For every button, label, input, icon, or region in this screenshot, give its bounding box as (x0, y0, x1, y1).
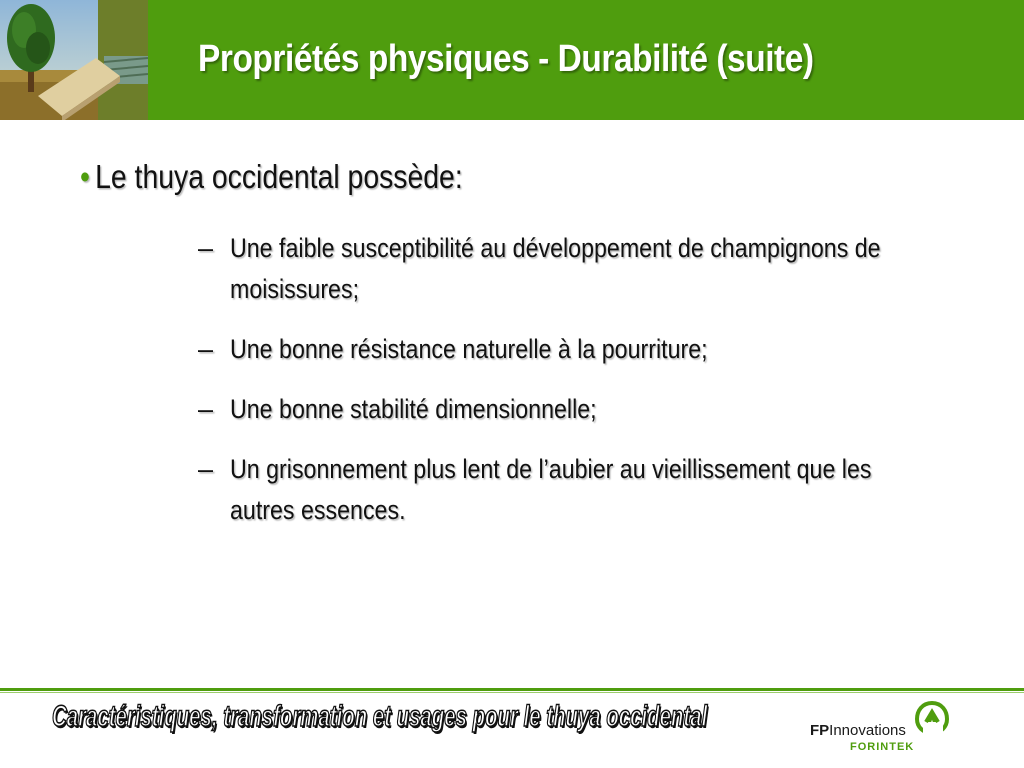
list-item (198, 329, 998, 370)
dash-icon: – (198, 394, 214, 424)
main-bullet (80, 158, 463, 196)
dash-icon: – (198, 454, 214, 484)
dash-icon: – (198, 334, 214, 364)
dash-icon: – (198, 233, 214, 263)
bullet-dot-icon: • (80, 158, 90, 195)
list-item (198, 228, 998, 310)
footer-divider (0, 688, 1024, 691)
list-item-text: Un grisonnement plus lent de l’aubier au vieillissement que les autres essences. (230, 454, 872, 525)
logo-forintek: FORINTEK (850, 741, 915, 753)
sub-bullet-list (198, 228, 998, 550)
list-item (198, 449, 998, 531)
list-item-text: Une bonne résistance naturelle à la pourriture; (230, 334, 708, 364)
logo-wordmark: FPInnovations (810, 722, 906, 739)
page-title: Propriétés physiques - Durabilité (suite) (198, 38, 814, 80)
tree-photo (0, 0, 148, 120)
footer-caption: Caractéristiques, transformation et usages pour le thuya occidental (52, 700, 708, 733)
main-bullet-text: Le thuya occidental possède: (95, 158, 463, 195)
fpinnovations-leaf-icon (914, 700, 950, 736)
list-item-text: Une faible susceptibilité au développement de champignons de moisissures; (230, 233, 881, 304)
fpinnovations-logo (810, 700, 960, 760)
header-band (0, 0, 1024, 120)
footer-divider-light (0, 692, 1024, 693)
list-item-text: Une bonne stabilité dimensionnelle; (230, 394, 597, 424)
list-item (198, 389, 998, 430)
